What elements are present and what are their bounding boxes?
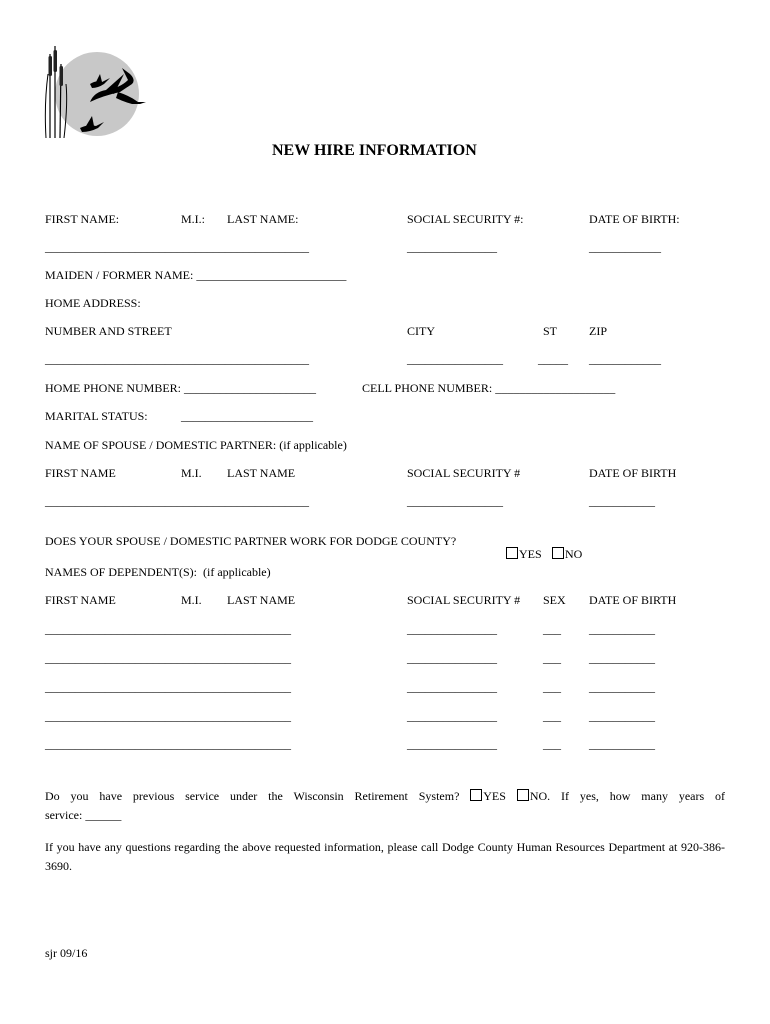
dependent-name-blank[interactable]: _________________________________________: [45, 622, 291, 636]
wrs-question-paragraph: [45, 787, 725, 825]
cell-phone-field[interactable]: CELL PHONE NUMBER: ____________________: [362, 381, 616, 395]
dependent-dob-blank[interactable]: ___________: [589, 622, 655, 636]
first-name-label: FIRST NAME:: [45, 212, 120, 226]
zip-label: ZIP: [589, 324, 607, 338]
questions-contact-text: If you have any questions regarding the above requested information, please call Dodge County Human Resources Department at 920-386-3690.: [45, 840, 725, 873]
wrs-service-years-field[interactable]: service: ______: [45, 808, 122, 822]
dependent-sex-label: SEX: [543, 593, 566, 607]
street-label: NUMBER AND STREET: [45, 324, 172, 338]
spouse-work-question: DOES YOUR SPOUSE / DOMESTIC PARTNER WORK FOR DODGE COUNTY?: [45, 534, 457, 548]
mi-label: M.I.:: [181, 212, 205, 226]
dependent-ssn-blank[interactable]: _______________: [407, 622, 497, 636]
dependent-sex-blank[interactable]: ___: [543, 680, 561, 694]
checkbox-icon[interactable]: [517, 789, 529, 801]
state-blank[interactable]: _____: [538, 352, 568, 366]
dependent-name-blank[interactable]: _________________________________________: [45, 651, 291, 665]
state-label: ST: [543, 324, 558, 338]
marital-status-label: MARITAL STATUS:: [45, 409, 148, 423]
marital-status-blank[interactable]: ______________________: [181, 409, 313, 423]
ssn-label: SOCIAL SECURITY #:: [407, 212, 524, 226]
dependent-ssn-blank[interactable]: _______________: [407, 709, 497, 723]
home-phone-field[interactable]: HOME PHONE NUMBER: ______________________: [45, 381, 317, 395]
wrs-no-label: NO. If yes, how many years of: [529, 789, 726, 803]
dependent-dob-blank[interactable]: ___________: [589, 737, 655, 751]
footer-code: sjr 09/16: [45, 946, 88, 960]
dependent-sex-blank[interactable]: ___: [543, 737, 561, 751]
dependent-first-name-label: FIRST NAME: [45, 593, 116, 607]
dependent-name-blank[interactable]: _________________________________________: [45, 680, 291, 694]
spouse-heading: NAME OF SPOUSE / DOMESTIC PARTNER: (if applicable): [45, 438, 347, 452]
dependent-ssn-blank[interactable]: _______________: [407, 651, 497, 665]
dependent-ssn-blank[interactable]: _______________: [407, 737, 497, 751]
dependent-dob-blank[interactable]: ___________: [589, 709, 655, 723]
dependent-ssn-label: SOCIAL SECURITY #: [407, 593, 521, 607]
checkbox-icon[interactable]: [506, 547, 518, 559]
wrs-yes-label: YES: [483, 789, 506, 803]
spouse-name-blank[interactable]: ____________________________________________: [45, 494, 309, 508]
city-blank[interactable]: ________________: [407, 352, 503, 366]
dependent-mi-label: M.I.: [181, 593, 202, 607]
maiden-name-field[interactable]: MAIDEN / FORMER NAME: _________________________: [45, 268, 347, 282]
street-blank[interactable]: ____________________________________________: [45, 352, 309, 366]
dependent-dob-label: DATE OF BIRTH: [589, 593, 677, 607]
yes-label: YES: [519, 547, 542, 561]
spouse-last-name-label: LAST NAME: [227, 466, 296, 480]
dependent-name-blank[interactable]: _________________________________________: [45, 709, 291, 723]
dob-label: DATE OF BIRTH:: [589, 212, 680, 226]
zip-blank[interactable]: ____________: [589, 352, 661, 366]
spouse-works-yes-option[interactable]: [500, 533, 542, 561]
checkbox-icon[interactable]: [470, 789, 482, 801]
spouse-works-no-option[interactable]: [546, 533, 582, 561]
dependent-dob-blank[interactable]: ___________: [589, 651, 655, 665]
geese-logo-icon: [40, 44, 155, 139]
last-name-label: LAST NAME:: [227, 212, 299, 226]
dependents-heading: NAMES OF DEPENDENT(S): (if applicable): [45, 565, 271, 579]
spouse-mi-label: M.I.: [181, 466, 202, 480]
spouse-first-name-label: FIRST NAME: [45, 466, 116, 480]
spouse-ssn-label: SOCIAL SECURITY #: [407, 466, 521, 480]
dependent-dob-blank[interactable]: ___________: [589, 680, 655, 694]
page-title: NEW HIRE INFORMATION: [272, 142, 477, 159]
ssn-blank[interactable]: _______________: [407, 240, 497, 254]
home-address-label: HOME ADDRESS:: [45, 296, 141, 310]
dob-blank[interactable]: ____________: [589, 240, 661, 254]
city-label: CITY: [407, 324, 435, 338]
checkbox-icon[interactable]: [552, 547, 564, 559]
spouse-dob-label: DATE OF BIRTH: [589, 466, 677, 480]
no-label: NO: [565, 547, 583, 561]
name-blank[interactable]: ____________________________________________: [45, 240, 309, 254]
dependent-ssn-blank[interactable]: _______________: [407, 680, 497, 694]
spouse-ssn-blank[interactable]: ________________: [407, 494, 503, 508]
dependent-sex-blank[interactable]: ___: [543, 651, 561, 665]
dependent-name-blank[interactable]: _________________________________________: [45, 737, 291, 751]
dependent-sex-blank[interactable]: ___: [543, 622, 561, 636]
dependent-last-name-label: LAST NAME: [227, 593, 296, 607]
spouse-dob-blank[interactable]: ___________: [589, 494, 655, 508]
wrs-question: Do you have previous service under the Wisconsin Retirement System?: [45, 789, 460, 803]
dependent-sex-blank[interactable]: ___: [543, 709, 561, 723]
